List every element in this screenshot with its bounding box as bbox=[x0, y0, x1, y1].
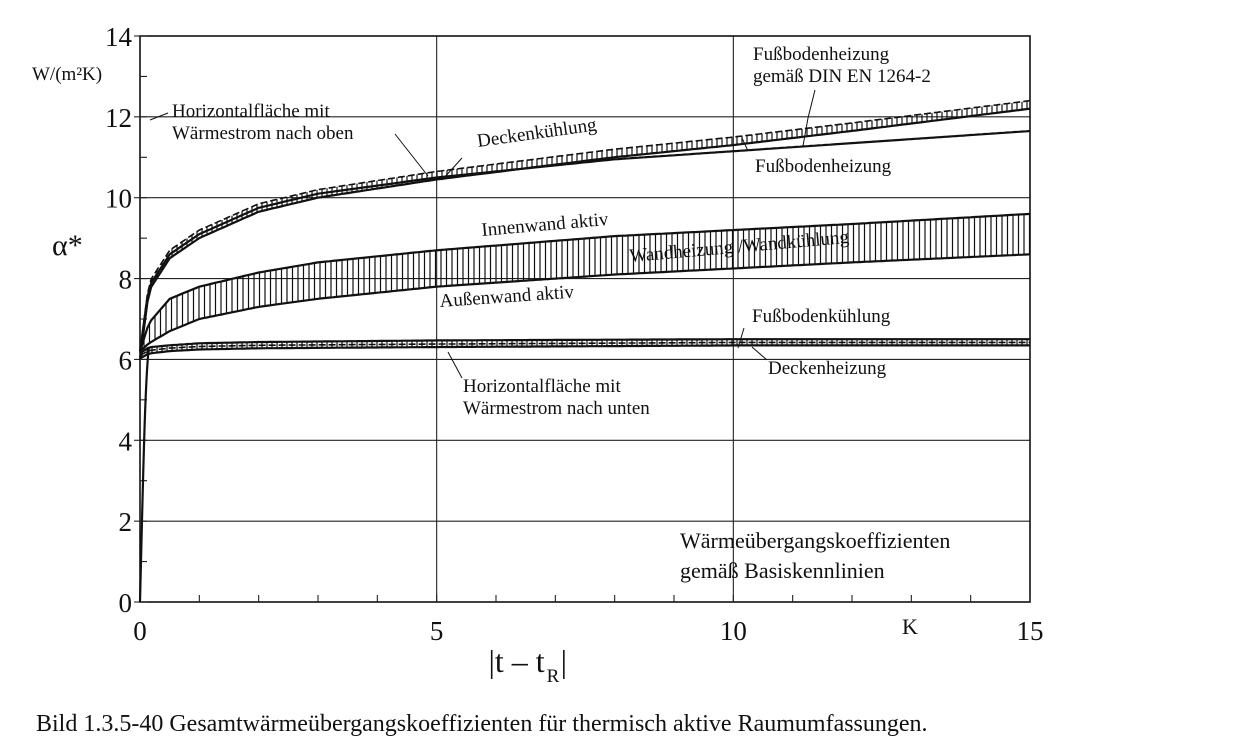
x-tick-label: 0 bbox=[133, 616, 147, 646]
series-line-origin-rise bbox=[140, 347, 149, 602]
annotation-horiz-unten: Wärmestrom nach unten bbox=[463, 398, 650, 419]
x-tick-label: 10 bbox=[719, 616, 747, 646]
annotation-aussenwand: Außenwand aktiv bbox=[438, 281, 575, 312]
y-tick-label: 8 bbox=[118, 264, 132, 295]
series-line-innenwand bbox=[140, 214, 1030, 351]
leader-line bbox=[395, 134, 428, 176]
annotation-fbh-din: Fußbodenheizung bbox=[753, 44, 890, 65]
leader-line bbox=[752, 347, 767, 360]
annotation-fbk: Fußbodenkühlung bbox=[752, 306, 891, 327]
y-tick-label: 4 bbox=[118, 426, 132, 457]
y-tick-label: 14 bbox=[105, 22, 132, 52]
annotation-fbh: Fußbodenheizung bbox=[755, 156, 892, 177]
y-tick-label: 2 bbox=[118, 507, 132, 538]
hatch-band-wall bbox=[144, 214, 1030, 348]
annotation-horiz-oben: Horizontalfläche mit bbox=[172, 101, 330, 122]
series-line-fussbodenheizung bbox=[140, 131, 1030, 351]
series-lines bbox=[140, 101, 1030, 602]
leader-line bbox=[448, 352, 462, 378]
annotation-basis: gemäß Basiskennlinien bbox=[680, 558, 885, 583]
series-line-deckenheizung-base bbox=[140, 345, 1030, 358]
x-tick-label: 15 bbox=[1016, 616, 1044, 646]
y-axis-unit: W/(m²K) bbox=[32, 64, 103, 85]
y-tick-label: 0 bbox=[118, 588, 132, 618]
x-axis-title-sub: R bbox=[546, 666, 560, 687]
annotation-deckenkuehlung: Deckenkühlung bbox=[475, 114, 598, 152]
annotation-wandheizung: Wandheizung /Wandkühlung bbox=[628, 226, 850, 267]
x-axis-title: |t – t bbox=[488, 643, 545, 679]
annotation-deckenheizung: Deckenheizung bbox=[768, 358, 887, 379]
y-axis-title: α* bbox=[52, 229, 83, 262]
series-line-aussenwand bbox=[140, 254, 1030, 351]
y-tick-label: 12 bbox=[105, 102, 132, 133]
annotation-basis: Wärmeübergangskoeffizienten bbox=[680, 528, 951, 553]
text-labels bbox=[32, 22, 1044, 737]
figure-caption: Bild 1.3.5-40 Gesamtwärmeübergangskoeffizienten für thermisch aktive Raumumfassungen. bbox=[36, 711, 928, 737]
annotation-horiz-unten: Horizontalfläche mit bbox=[463, 376, 621, 397]
annotation-innenwand: Innenwand aktiv bbox=[480, 208, 610, 241]
annotation-horiz-oben: Wärmestrom nach oben bbox=[172, 123, 354, 144]
series-line-deckenkuehlung-base bbox=[140, 109, 1030, 360]
x-axis-unit: K bbox=[902, 614, 918, 639]
x-tick-label: 5 bbox=[429, 616, 444, 646]
leader-line bbox=[803, 90, 815, 146]
y-tick-label: 6 bbox=[118, 345, 132, 376]
y-tick-label: 10 bbox=[105, 183, 132, 214]
x-axis-title-close: | bbox=[560, 643, 568, 679]
annotation-fbh-din: gemäß DIN EN 1264-2 bbox=[753, 66, 931, 87]
